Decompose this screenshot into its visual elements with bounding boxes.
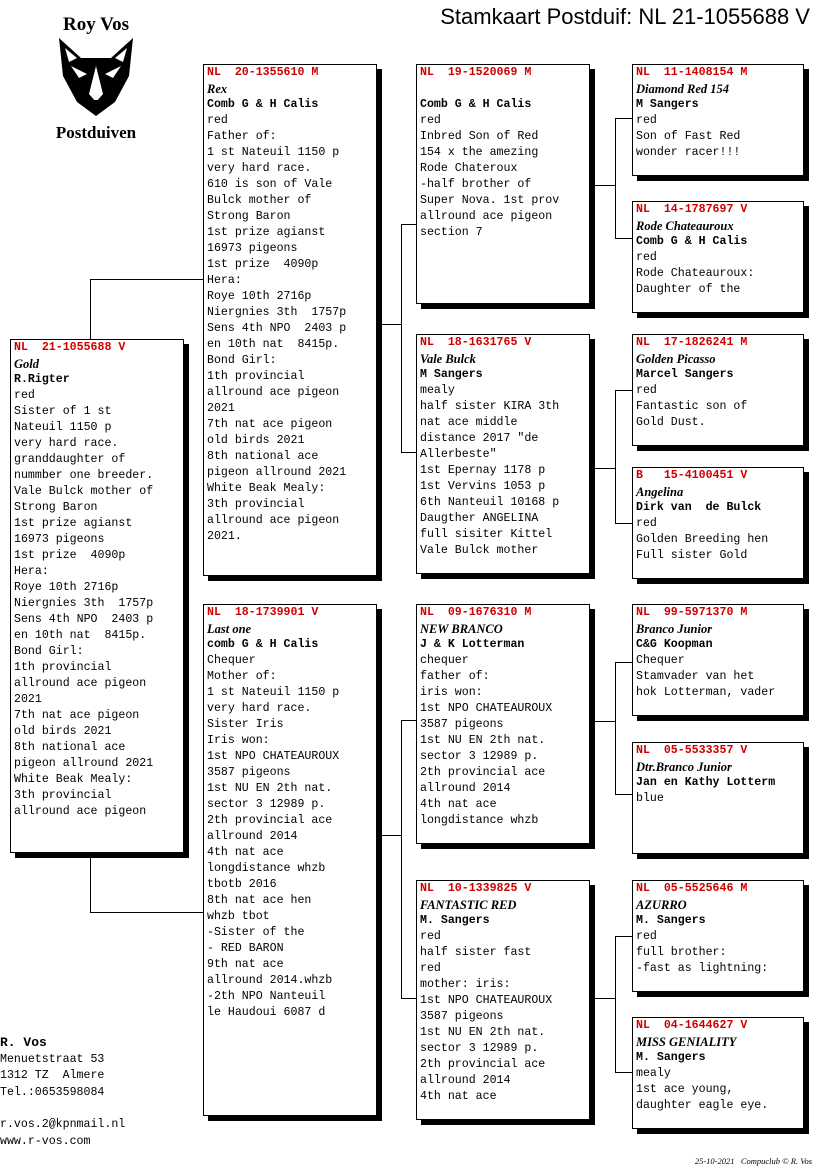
connector	[615, 523, 633, 524]
note-line: -2th NPO Nanteuil	[207, 990, 326, 1003]
owner-phone: Tel.:0653598084	[0, 1085, 105, 1099]
connector	[615, 936, 633, 937]
note-line: Niergnies 3th 1757p	[207, 306, 347, 319]
breeder-name: M. Sangers	[636, 1051, 706, 1064]
ring-number: NL 17-1826241 M	[636, 336, 748, 349]
connector	[90, 857, 91, 912]
connector	[615, 662, 616, 794]
connector	[401, 720, 417, 721]
note-line: old birds 2021	[207, 434, 305, 447]
note-line: Hera:	[207, 274, 242, 287]
pigeon-color: blue	[636, 792, 664, 805]
breeder-name: Dirk van de Bulck	[636, 501, 762, 514]
note-line: 16973 pigeons	[14, 533, 105, 546]
note-line: tbotb 2016	[207, 878, 277, 891]
connector	[377, 835, 401, 836]
breeder-name: C&G Koopman	[636, 638, 713, 651]
note-line: 1st NU EN 2th nat.	[420, 1026, 546, 1039]
note-line: 7th nat ace pigeon	[14, 709, 140, 722]
connector	[615, 794, 633, 795]
note-line: -fast as lightning:	[636, 962, 769, 975]
ring-number: NL 04-1644627 V	[636, 1019, 748, 1032]
note-line: allround ace pigeon	[207, 386, 340, 399]
note-line: 2021.	[207, 530, 242, 543]
note-line: allround ace pigeon	[14, 677, 147, 690]
note-line: iris won:	[420, 686, 483, 699]
connector	[90, 912, 204, 913]
connector	[591, 998, 615, 999]
connector	[615, 936, 616, 1072]
note-line: nummber one breeder.	[14, 469, 154, 482]
pigeon-name: NEW BRANCO	[420, 622, 503, 636]
note-line: en 10th nat 8415p.	[14, 629, 147, 642]
note-line: 1 st Nateuil 1150 p	[207, 146, 340, 159]
connector	[591, 721, 615, 722]
note-line: 6th Nanteuil 10168 p	[420, 496, 560, 509]
pigeon-card-mother	[203, 604, 377, 1116]
breeder-name: M Sangers	[636, 98, 699, 111]
note-line: 2th provincial ace	[420, 766, 546, 779]
pigeon-color: mealy	[636, 1067, 671, 1080]
pigeon-name: Vale Bulck	[420, 352, 476, 366]
note-line: 3th provincial	[207, 498, 305, 511]
note-line: very hard race.	[207, 162, 312, 175]
note-line: allround ace pigeon	[14, 805, 147, 818]
note-line: allround 2014	[420, 1074, 511, 1087]
note-line: half sister KIRA 3th	[420, 400, 560, 413]
note-line: 1 st Nateuil 1150 p	[207, 686, 340, 699]
footer-credit: 25-10-2021 Compuclub © R. Vos	[694, 1156, 812, 1166]
note-line: Golden Breeding hen	[636, 533, 769, 546]
note-line: Niergnies 3th 1757p	[14, 597, 154, 610]
note-line: longdistance whzb	[420, 814, 539, 827]
note-line: -half brother of	[420, 178, 532, 191]
connector	[90, 279, 204, 280]
note-line: 3th provincial	[14, 789, 112, 802]
pigeon-name: Dtr.Branco Junior	[636, 760, 732, 774]
logo-top-text: Roy Vos	[63, 14, 129, 35]
pigeon-card-grandmother-maternal	[416, 880, 590, 1120]
connector	[401, 224, 402, 452]
note-line: Strong Baron	[207, 210, 291, 223]
note-line: -Sister of the	[207, 926, 305, 939]
owner-city: 1312 TZ Almere	[0, 1069, 105, 1082]
connector	[615, 662, 633, 663]
note-line: 610 is son of Vale	[207, 178, 333, 191]
note-line: allround 2014	[420, 782, 511, 795]
breeder-name: Marcel Sangers	[636, 368, 734, 381]
connector	[615, 390, 616, 523]
note-line: nat ace middle	[420, 416, 518, 429]
note-line: Daughter of the	[636, 283, 741, 296]
note-line: - RED BARON	[207, 942, 284, 955]
note-line: 154 x the amezing	[420, 146, 539, 159]
pigeon-color: red	[420, 930, 441, 943]
note-line: Strong Baron	[14, 501, 98, 514]
note-line: Bond Girl:	[14, 645, 84, 658]
ring-number: NL 10-1339825 V	[420, 882, 532, 895]
breeder-name: M. Sangers	[636, 914, 706, 927]
note-line: Rode Chateauroux:	[636, 267, 755, 280]
breeder-name: Jan en Kathy Lotterm	[636, 776, 776, 789]
note-line: Gold Dust.	[636, 416, 706, 429]
note-line: sector 3 12989 p.	[420, 1042, 539, 1055]
ring-number: NL 05-5533357 V	[636, 744, 748, 757]
note-line: Iris won:	[207, 734, 270, 747]
note-line: Daugther ANGELINA	[420, 512, 539, 525]
note-line: 2021	[14, 693, 42, 706]
pigeon-name: Angelina	[636, 485, 684, 499]
owner-street: Menuetstraat 53	[0, 1052, 105, 1066]
note-line: Sens 4th NPO 2403 p	[207, 322, 347, 335]
note-line: Roye 10th 2716p	[207, 290, 312, 303]
note-line: Bulck mother of	[207, 194, 312, 207]
pigeon-color: chequer	[420, 654, 469, 667]
note-line: Mother of:	[207, 670, 277, 683]
pigeon-color: red	[636, 114, 657, 127]
connector	[591, 185, 615, 186]
connector	[615, 118, 616, 238]
pigeon-color: Chequer	[207, 654, 256, 667]
breeder-name: Comb G & H Calis	[420, 98, 532, 111]
note-line: section 7	[420, 226, 483, 239]
note-line: red	[420, 962, 441, 975]
note-line: 1st prize agianst	[207, 226, 326, 239]
pigeon-card-ggf-3	[632, 604, 804, 716]
connector	[90, 279, 91, 340]
connector	[615, 238, 633, 239]
note-line: 1st NU EN 2th nat.	[420, 734, 546, 747]
pigeon-color: red	[636, 517, 657, 530]
note-line: wonder racer!!!	[636, 146, 741, 159]
note-line: Inbred Son of Red	[420, 130, 539, 143]
note-line: Sister of 1 st	[14, 405, 112, 418]
note-line: 1st NPO CHATEAUROUX	[420, 994, 553, 1007]
note-line: half sister fast	[420, 946, 532, 959]
note-line: 1st ace young,	[636, 1083, 734, 1096]
breeder-name: J & K Lotterman	[420, 638, 525, 651]
note-line: Nateuil 1150 p	[14, 421, 112, 434]
ring-number: B 15-4100451 V	[636, 469, 748, 482]
connector	[615, 118, 633, 119]
note-line: 4th nat ace	[420, 798, 497, 811]
note-line: Full sister Gold	[636, 549, 748, 562]
pigeon-name: Rode Chateauroux	[636, 219, 734, 233]
pigeon-card-ggm-2	[632, 467, 804, 579]
ring-number: NL 18-1739901 V	[207, 606, 319, 619]
breeder-name: M. Sangers	[420, 914, 490, 927]
pigeon-name: Branco Junior	[636, 622, 713, 636]
logo-bottom-text: Postduiven	[55, 123, 137, 142]
ring-number: NL 21-1055688 V	[14, 341, 126, 354]
connector	[377, 324, 401, 325]
note-line: 1st Vervins 1053 p	[420, 480, 546, 493]
note-line: pigeon allround 2021	[207, 466, 347, 479]
note-line: 9th nat ace	[207, 958, 284, 971]
pigeon-card-subject	[10, 339, 184, 853]
note-line: Vale Bulck mother	[420, 544, 539, 557]
note-line: Son of Fast Red	[636, 130, 741, 143]
note-line: le Haudoui 6087 d	[207, 1006, 326, 1019]
pigeon-name: Gold	[14, 357, 39, 371]
note-line: 4th nat ace	[207, 846, 284, 859]
pigeon-card-ggf-2	[632, 334, 804, 446]
note-line: old birds 2021	[14, 725, 112, 738]
note-line: hok Lotterman, vader	[636, 686, 776, 699]
note-line: 4th nat ace	[420, 1090, 497, 1103]
pigeon-card-grandfather-paternal	[416, 64, 590, 304]
note-line: 1st NU EN 2th nat.	[207, 782, 333, 795]
note-line: daughter eagle eye.	[636, 1099, 769, 1112]
note-line: 7th nat ace pigeon	[207, 418, 333, 431]
pigeon-name: Rex	[207, 82, 228, 96]
pigeon-card-ggm-3	[632, 742, 804, 854]
pigeon-card-father	[203, 64, 377, 576]
breeder-name: M Sangers	[420, 368, 483, 381]
note-line: 1st prize 4090p	[207, 258, 319, 271]
note-line: Allerbeste"	[420, 448, 497, 461]
ring-number: NL 14-1787697 V	[636, 203, 748, 216]
pigeon-name: AZURRO	[636, 898, 687, 912]
pigeon-color: red	[420, 114, 441, 127]
note-line: 2th provincial ace	[420, 1058, 546, 1071]
note-line: very hard race.	[14, 437, 119, 450]
note-line: 3587 pigeons	[207, 766, 291, 779]
connector	[401, 224, 417, 225]
note-line: Rode Chateroux	[420, 162, 518, 175]
pigeon-color: red	[636, 930, 657, 943]
note-line: 1th provincial	[14, 661, 112, 674]
note-line: whzb tbot	[207, 910, 270, 923]
note-line: mother: iris:	[420, 978, 511, 991]
note-line: 1st Epernay 1178 p	[420, 464, 546, 477]
note-line: 8th national ace	[14, 741, 126, 754]
note-line: 2021	[207, 402, 235, 415]
connector	[591, 468, 615, 469]
note-line: 3587 pigeons	[420, 1010, 504, 1023]
breeder-name: Comb G & H Calis	[636, 235, 748, 248]
pigeon-card-grandfather-maternal	[416, 604, 590, 844]
pigeon-color: mealy	[420, 384, 455, 397]
pigeon-color: red	[636, 251, 657, 264]
ring-number: NL 20-1355610 M	[207, 66, 319, 79]
note-line: 16973 pigeons	[207, 242, 298, 255]
pigeon-card-ggf-1	[632, 64, 804, 176]
note-line: sector 3 12989 p.	[420, 750, 539, 763]
note-line: 1st NPO CHATEAUROUX	[207, 750, 340, 763]
note-line: 1st prize 4090p	[14, 549, 126, 562]
pigeon-card-ggm-4	[632, 1017, 804, 1129]
connector	[615, 390, 633, 391]
note-line: 1st prize agianst	[14, 517, 133, 530]
note-line: pigeon allround 2021	[14, 757, 154, 770]
note-line: Bond Girl:	[207, 354, 277, 367]
note-line: 8th national ace	[207, 450, 319, 463]
ring-number: NL 99-5971370 M	[636, 606, 748, 619]
pigeon-name: FANTASTIC RED	[420, 898, 517, 912]
pigeon-card-grandmother-paternal	[416, 334, 590, 574]
breeder-name: R.Rigter	[14, 373, 70, 386]
breeder-name: comb G & H Calis	[207, 638, 319, 651]
note-line: very hard race.	[207, 702, 312, 715]
pigeon-name: Last one	[207, 622, 252, 636]
ring-number: NL 11-1408154 M	[636, 66, 748, 79]
owner-website[interactable]: www.r-vos.com	[0, 1134, 91, 1148]
note-line: White Beak Mealy:	[14, 773, 133, 786]
connector	[615, 1072, 633, 1073]
note-line: Super Nova. 1st prov	[420, 194, 560, 207]
owner-email[interactable]: r.vos.2@kpnmail.nl	[0, 1118, 126, 1131]
note-line: en 10th nat 8415p.	[207, 338, 340, 351]
note-line: Hera:	[14, 565, 49, 578]
note-line: Fantastic son of	[636, 400, 748, 413]
connector	[401, 720, 402, 998]
note-line: granddaughter of	[14, 453, 126, 466]
note-line: Roye 10th 2716p	[14, 581, 119, 594]
note-line: Sens 4th NPO 2403 p	[14, 613, 154, 626]
pigeon-color: red	[14, 389, 35, 402]
note-line: full brother:	[636, 946, 727, 959]
page-title: Stamkaart Postduif: NL 21-1055688 V	[440, 4, 810, 29]
connector	[401, 452, 417, 453]
note-line: full sisiter Kittel	[420, 528, 553, 541]
note-line: longdistance whzb	[207, 862, 326, 875]
note-line: Father of:	[207, 130, 277, 143]
pigeon-color: Chequer	[636, 654, 685, 667]
pigeon-color: red	[636, 384, 657, 397]
pigeon-card-ggm-1	[632, 201, 804, 313]
ring-number: NL 18-1631765 V	[420, 336, 532, 349]
note-line: sector 3 12989 p.	[207, 798, 326, 811]
pigeon-card-ggf-4	[632, 880, 804, 992]
note-line: Sister Iris	[207, 718, 284, 731]
note-line: allround 2014.whzb	[207, 974, 333, 987]
note-line: Vale Bulck mother of	[14, 485, 154, 498]
note-line: distance 2017 "de	[420, 432, 539, 445]
note-line: 2th provincial ace	[207, 814, 333, 827]
note-line: Stamvader van het	[636, 670, 755, 683]
note-line: allround 2014	[207, 830, 298, 843]
owner-block	[0, 1035, 125, 1150]
note-line: 1st NPO CHATEAUROUX	[420, 702, 553, 715]
note-line: father of:	[420, 670, 490, 683]
pigeon-name: Diamond Red 154	[636, 82, 730, 96]
pigeon-name: MISS GENIALITY	[636, 1035, 737, 1049]
note-line: 8th nat ace hen	[207, 894, 312, 907]
owner-name: R. Vos	[0, 1035, 47, 1050]
breeder-name: Comb G & H Calis	[207, 98, 319, 111]
note-line: 1th provincial	[207, 370, 305, 383]
note-line: allround ace pigeon	[207, 514, 340, 527]
ring-number: NL 05-5525646 M	[636, 882, 748, 895]
pigeon-name: Golden Picasso	[636, 352, 716, 366]
logo	[40, 14, 152, 146]
note-line: 3587 pigeons	[420, 718, 504, 731]
pigeon-color: red	[207, 114, 228, 127]
note-line: White Beak Mealy:	[207, 482, 326, 495]
ring-number: NL 19-1520069 M	[420, 66, 532, 79]
ring-number: NL 09-1676310 M	[420, 606, 532, 619]
note-line: allround ace pigeon	[420, 210, 553, 223]
wolf-head-icon	[51, 36, 141, 118]
connector	[401, 998, 417, 999]
